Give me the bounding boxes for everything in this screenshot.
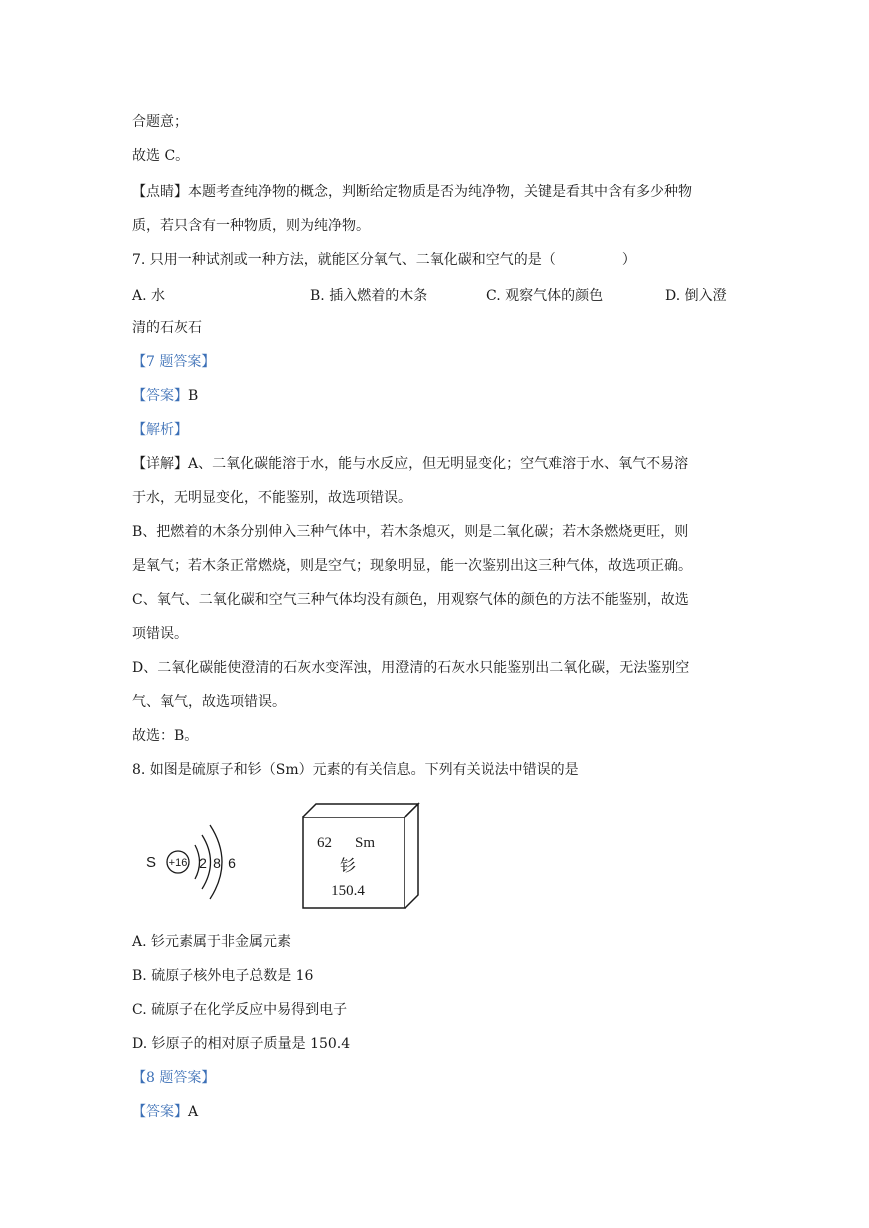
q8-option-c: C. 硫原子在化学反应中易得到电子 — [132, 1002, 348, 1018]
shell-electrons-3: 6 — [228, 855, 236, 871]
q7-answer-heading: 【7 题答案】 — [132, 354, 216, 370]
shell-electrons-1: 2 — [199, 855, 207, 871]
text-line: 故选 C。 — [132, 148, 190, 164]
question-7-stem-end: ） — [621, 252, 636, 268]
q7-answer — [132, 386, 198, 406]
atomic-mass: 150.4 — [331, 883, 365, 899]
q7-option-d: D. 倒入澄 — [665, 288, 727, 304]
q7-option-b: B. 插入燃着的木条 — [310, 288, 428, 304]
q8-option-b: B. 硫原子核外电子总数是 16 — [132, 968, 314, 984]
detail-line: 是氧气；若木条正常燃烧，则是空气；现象明显，能一次鉴别出这三种气体，故选项正确。 — [132, 558, 692, 574]
answer-tag: 【答案】 — [132, 1104, 188, 1120]
detail-line: 项错误。 — [132, 626, 188, 642]
tip-line: 质，若只含有一种物质，则为纯净物。 — [132, 218, 370, 234]
q8-answer-heading: 【8 题答案】 — [132, 1070, 216, 1086]
question-7-stem-text: 7. 只用一种试剂或一种方法，就能区分氧气、二氧化碳和空气的是（ — [132, 252, 556, 268]
atomic-number: 62 — [317, 835, 332, 851]
nucleus-charge: +16 — [168, 857, 188, 869]
detail-line: D、二氧化碳能使澄清的石灰水变浑浊，用澄清的石灰水只能鉴别出二氧化碳，无法鉴别空 — [132, 660, 690, 676]
q7-option-c: C. 观察气体的颜色 — [486, 288, 604, 304]
shell-electrons-2: 8 — [213, 855, 221, 871]
text-line: 合题意； — [132, 114, 188, 130]
atom-symbol: S — [146, 854, 157, 871]
detail-line: B、把燃着的木条分别伸入三种气体中，若木条熄灭，则是二氧化碳；若木条燃烧更旺，则 — [132, 524, 689, 540]
question-8-stem: 8. 如图是硫原子和钐（Sm）元素的有关信息。下列有关说法中错误的是 — [132, 762, 579, 778]
detail-line: 于水，无明显变化，不能鉴别，故选项错误。 — [132, 490, 412, 506]
q7-analysis-heading: 【解析】 — [132, 422, 188, 438]
detail-line: 故选：B。 — [132, 728, 199, 744]
q8-answer — [132, 1102, 198, 1122]
q8-option-d: D. 钐原子的相对原子质量是 150.4 — [132, 1036, 351, 1052]
question-8-figure — [140, 795, 420, 915]
q8-option-a: A. 钐元素属于非金属元素 — [132, 934, 292, 950]
tip-line: 【点睛】本题考查纯净物的概念，判断给定物质是否为纯净物，关键是看其中含有多少种物 — [132, 184, 692, 200]
detail-line: 气、氧气，故选项错误。 — [132, 694, 286, 710]
answer-value: A — [188, 1104, 199, 1120]
card-side-face — [405, 804, 418, 908]
element-name: 钐 — [339, 856, 357, 875]
answer-value: B — [188, 388, 199, 404]
answer-tag: 【答案】 — [132, 388, 188, 404]
q7-option-a: A. 水 — [132, 288, 166, 304]
samarium-element-card — [303, 804, 418, 908]
card-top-face — [303, 804, 418, 817]
detail-line: C、氧气、二氧化碳和空气三种气体均没有颜色，用观察气体的颜色的方法不能鉴别，故选 — [132, 592, 689, 608]
question-7-stem — [132, 250, 636, 270]
element-symbol: Sm — [355, 835, 376, 851]
sulfur-atom-diagram — [146, 825, 236, 899]
detail-line: 【详解】A、二氧化碳能溶于水，能与水反应，但无明显变化；空气难溶于水、氧气不易溶 — [132, 456, 689, 472]
q7-option-d-continued: 清的石灰石 — [132, 320, 202, 336]
